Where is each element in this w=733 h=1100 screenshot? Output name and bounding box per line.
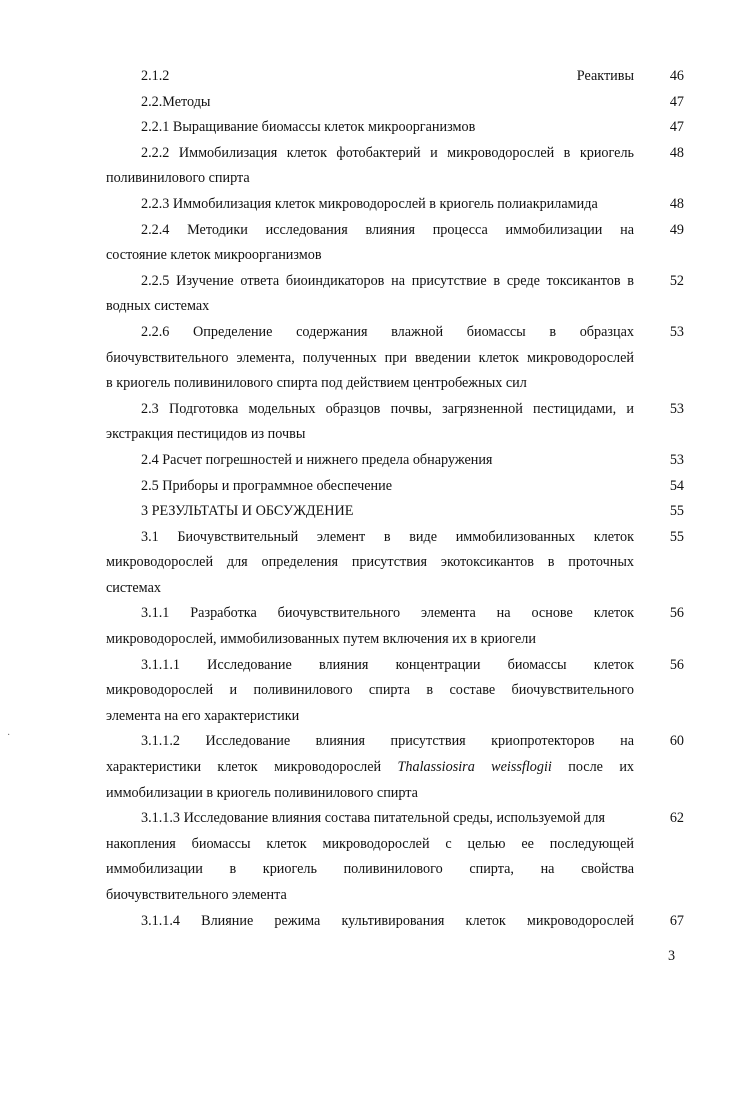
toc-entry	[106, 601, 684, 652]
toc-entry	[106, 269, 684, 320]
toc-entry-page: 67	[669, 912, 684, 929]
scan-artifact-mark: ·	[7, 730, 11, 741]
toc-entry-title: 2.2.5 Изучение ответа биоиндикаторов на присутствие в среде токсикантов в	[141, 272, 634, 289]
toc-entry-continuation: системах	[106, 579, 161, 596]
toc-entry-continuation: микроводорослей для определения присутствия экотоксикантов в проточных	[106, 554, 634, 571]
toc-entry-title: 3.1.1.2 Исследование влияния присутствия криопротекторов на	[141, 733, 634, 750]
toc-entry-page: 55	[669, 528, 684, 545]
page-number: 3	[668, 948, 676, 964]
toc-entry-title: 2.5 Приборы и программное обеспечение	[141, 477, 393, 494]
toc-entry-page: 54	[669, 477, 684, 494]
toc-entry-title: 3.1.1.1 Исследование влияния концентрации биомассы клеток	[141, 656, 634, 673]
toc-entry	[106, 397, 684, 448]
toc-entry-page: 47	[669, 93, 684, 110]
toc-entry-continuation: экстракция пестицидов из почвы	[106, 426, 306, 443]
toc-entry	[106, 525, 684, 602]
toc-entry-page: 56	[669, 605, 684, 622]
toc-entry	[106, 320, 684, 397]
toc-entry-page: 52	[669, 272, 684, 289]
toc-entry-continuation: иммобилизации в криогель поливинилового спирта, на свойства	[106, 861, 634, 878]
toc-entry	[106, 64, 684, 90]
toc-entry-title: 2.2.2 Иммобилизация клеток фотобактерий и микроводорослей в криогель	[141, 144, 634, 161]
toc-entry-page: 53	[669, 400, 684, 417]
toc-entry	[106, 90, 684, 116]
toc-entry-continuation: характеристики клеток микроводорослей	[106, 759, 382, 776]
toc-entry-title: 3 РЕЗУЛЬТАТЫ И ОБСУЖДЕНИЕ	[141, 503, 354, 520]
toc-entry-page: 47	[669, 119, 684, 136]
toc-entry	[106, 653, 684, 730]
toc-entry	[106, 141, 684, 192]
toc-entry-continuation: биочувствительного элемента	[106, 887, 287, 903]
toc-entry-continuation: элемента на его характеристики	[106, 707, 300, 724]
toc-entry-continuation: состояние клеток микроорганизмов	[106, 247, 322, 264]
toc-entry-title: 3.1.1 Разработка биочувствительного элемента на основе клеток	[141, 605, 634, 622]
toc-entry-page: 46	[669, 68, 684, 84]
toc-entry-page: 48	[669, 195, 684, 212]
toc-entry-title: 2.2.4 Методики исследования влияния процесса иммобилизации на	[141, 221, 634, 238]
toc-entry	[106, 192, 684, 218]
toc-entry	[106, 474, 684, 500]
toc-entry	[106, 448, 684, 474]
toc-entry-title: 2.4 Расчет погрешностей и нижнего предела обнаружения	[141, 451, 493, 468]
toc-entry-title: 3.1.1.3 Исследование влияния состава питательной среды, используемой для	[141, 810, 605, 827]
toc-entry-page: 56	[669, 656, 684, 673]
toc-entry-page: 48	[669, 144, 684, 161]
toc-entry-title: 3.1 Биочувствительный элемент в виде иммобилизованных клеток	[141, 528, 634, 545]
toc-entry-page: 60	[669, 733, 684, 750]
toc-entry-continuation: поливинилового спирта	[106, 170, 250, 187]
toc-entry-continuation: микроводорослей и поливинилового спирта в составе биочувствительного	[106, 682, 634, 699]
toc-entry-continuation: иммобилизации в криогель поливинилового спирта	[106, 784, 418, 801]
toc-entry-page: 49	[669, 221, 684, 238]
toc-entry-title: 3.1.1.4 Влияние режима культивирования клеток микроводорослей	[141, 912, 634, 929]
toc-entry-page: 53	[669, 323, 684, 340]
toc-entry-title: 2.1.2 Реактивы	[141, 68, 634, 84]
toc-entry-page: 53	[669, 451, 684, 468]
toc-entry	[106, 806, 684, 908]
table-of-contents	[106, 64, 684, 934]
toc-entry-page: 55	[669, 503, 684, 520]
toc-entry	[106, 218, 684, 269]
toc-entry-page: 62	[669, 810, 684, 827]
toc-entry-continuation: после их	[568, 759, 635, 776]
toc-entry	[106, 499, 684, 525]
toc-entry-title: 2.2.6 Определение содержания влажной биомассы в образцах	[141, 323, 634, 340]
toc-entry-continuation: микроводорослей, иммобилизованных путем включения их в криогели	[106, 631, 536, 648]
toc-entry-title: 2.2.1 Выращивание биомассы клеток микроорганизмов	[141, 119, 476, 136]
toc-entry-continuation: биочувствительного элемента, полученных при введении клеток микроводорослей	[106, 349, 634, 366]
toc-entry-title: 2.2.3 Иммобилизация клеток микроводорослей в криогель полиакриламида	[141, 195, 598, 212]
toc-entry-continuation: водных системах	[106, 298, 210, 315]
toc-entry-continuation: накопления биомассы клеток микроводорослей с целью ее последующей	[106, 835, 634, 852]
toc-entry	[106, 909, 684, 935]
toc-entry-continuation-line	[106, 755, 634, 781]
toc-entry	[106, 115, 684, 141]
toc-entry-continuation: в криогель поливинилового спирта под действием центробежных сил	[106, 375, 527, 392]
species-name: Thalassiosira weissflogii	[397, 759, 552, 776]
toc-entry-title: 2.2.Методы	[141, 93, 211, 110]
toc-entry-title: 2.3 Подготовка модельных образцов почвы, загрязненной пестицидами, и	[141, 400, 634, 417]
toc-entry	[106, 729, 684, 806]
